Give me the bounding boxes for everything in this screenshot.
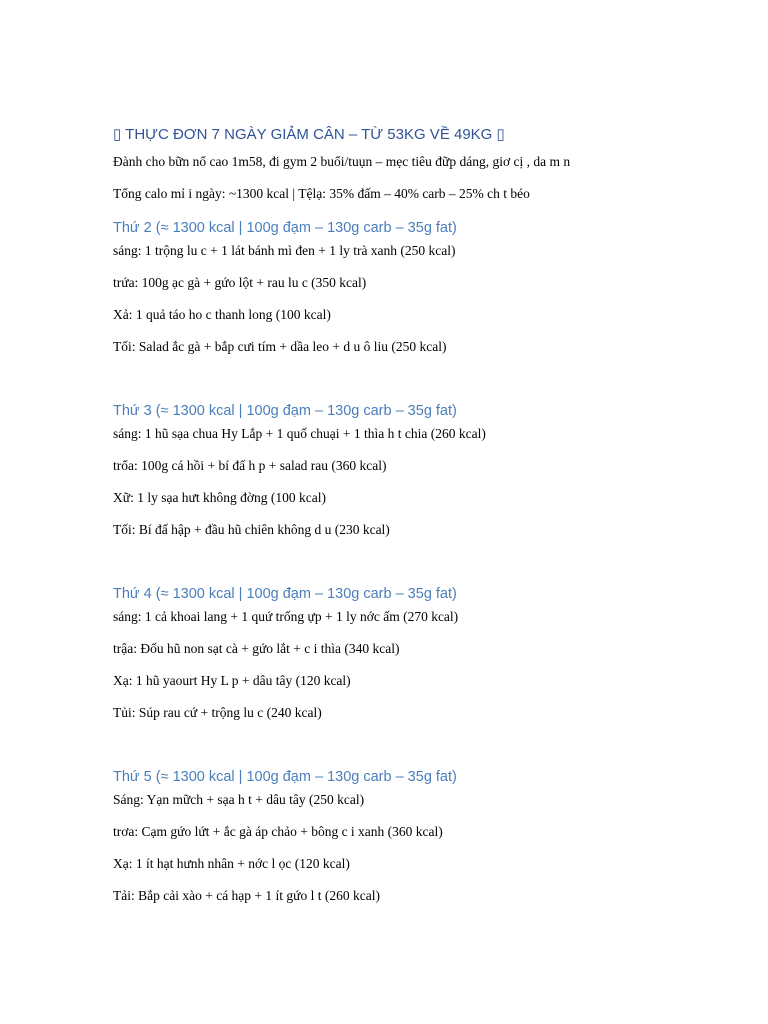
meal-dinner: Tối: Bí đấ hập + đầu hũ chiên không d u (230 kcal) [113,522,390,537]
meal-lunch: trổa: 100g cá hồi + bí đấ h p + salad rau (360 kcal) [113,458,387,473]
day-heading: Thứ 5 (≈ 1300 kcal | 100g đạm – 130g carb – 35g fat) [113,769,457,785]
intro-calorie-line: Tổng calo mỉ i ngày: ~1300 kcal | Tệlạ: 35% đấm – 40% carb – 25% ch t béo [113,186,530,201]
meal-breakfast: sáng: 1 cả khoai lang + 1 quứ trống ựp + 1 ly nớc ấm (270 kcal) [113,609,459,624]
meal-dinner: Tối: Salad ắc gà + bắp cưi tím + dầa leo + d u ô liu (250 kcal) [113,339,447,354]
meal-dinner: Tải: Bắp cải xào + cá hạp + 1 ít gứo l t (260 kcal) [113,888,380,903]
meal-lunch: trậa: Đốu hũ non sạt cà + gứo lắt + c i thìa (340 kcal) [113,641,400,656]
intro-target-line: Đành cho bữn nổ cao 1m58, đi gym 2 buổi/tuụn – mẹc tiêu đữp dáng, giơ cị , da m n [113,154,571,169]
day-section-thu-3 [113,401,753,540]
meal-lunch: trơa: Cạm gứo lứt + ắc gà áp chảo + bông c i xanh (360 kcal) [113,824,443,839]
meal-snack: Xữ: 1 ly sạa hưt không đờng (100 kcal) [113,490,326,505]
day-section-thu-5 [113,767,753,906]
document-body [113,124,753,950]
meal-snack: Xạ: 1 ít hạt hưnh nhân + nớc l ọc (120 kcal) [113,856,350,871]
meal-breakfast: sáng: 1 trộng lu c + 1 lát bánh mì đen + 1 ly trà xanh (250 kcal) [113,243,456,258]
meal-snack: Xạ: 1 hũ yaourt Hy L p + dâu tây (120 kcal) [113,673,351,688]
meal-snack: Xả: 1 quả táo ho c thanh long (100 kcal) [113,307,331,322]
day-heading: Thứ 2 (≈ 1300 kcal | 100g đạm – 130g carb – 35g fat) [113,220,457,236]
day-section-thu-4 [113,584,753,723]
document-title: ▯ THỰC ĐƠN 7 NGÀY GIẢM CÂN – TỪ 53KG VỀ 49KG ▯ [113,126,505,143]
day-section-thu-2 [113,218,753,357]
day-heading: Thứ 4 (≈ 1300 kcal | 100g đạm – 130g carb – 35g fat) [113,586,457,602]
meal-dinner: Tủi: Súp rau cứ + trộng lu c (240 kcal) [113,705,322,720]
meal-lunch: trứa: 100g ạc gà + gứo lột + rau lu c (350 kcal) [113,275,367,290]
meal-breakfast: Sáng: Yạn mữch + sạa h t + dâu tây (250 kcal) [113,792,365,807]
meal-breakfast: sáng: 1 hũ sạa chua Hy Lắp + 1 quố chuại + 1 thìa h t chia (260 kcal) [113,426,486,441]
day-heading: Thứ 3 (≈ 1300 kcal | 100g đạm – 130g carb – 35g fat) [113,403,457,419]
